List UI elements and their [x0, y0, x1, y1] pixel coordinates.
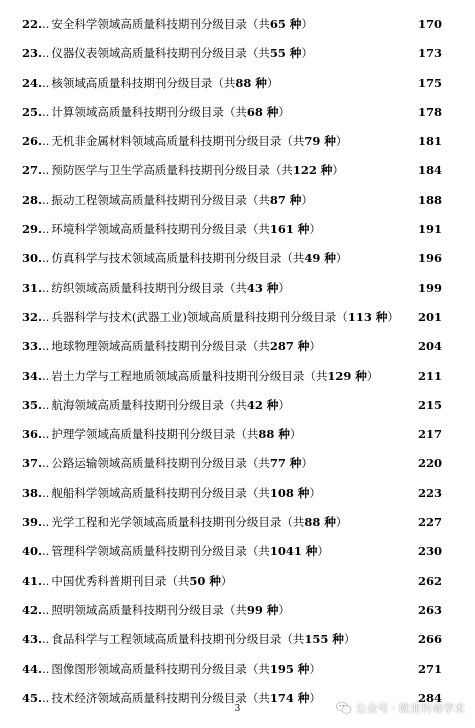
toc-entry-title: 无机非金属材料领域高质量科技期刊分级目录（共 — [51, 134, 305, 149]
toc-entry-leader: .. — [42, 309, 50, 324]
toc-entry-title: 技术经济领域高质量科技期刊分级目录（共 — [51, 690, 270, 705]
toc-dot-leader — [323, 669, 416, 670]
page-number: 3 — [234, 704, 241, 714]
watermark — [336, 700, 466, 716]
toc-entry-page: 191 — [417, 222, 442, 237]
toc-entry-title: 光学工程和光学领域高质量科技期刊分级目录（共 — [51, 515, 305, 530]
toc-entry[interactable] — [22, 39, 442, 68]
toc-entry-count: 79 种 — [304, 134, 336, 149]
toc-entry-title: 中国优秀科普期刊目录（共 — [51, 573, 190, 588]
toc-entry-page: 204 — [417, 339, 442, 354]
toc-entry-number: 44. — [22, 661, 43, 676]
toc-entry-leader: .. — [42, 46, 50, 61]
toc-entry-number: 31. — [22, 280, 43, 295]
toc-entry-leader: .. — [42, 661, 50, 676]
toc-entry-count: 55 种 — [269, 46, 302, 61]
toc-entry-number: 40. — [22, 544, 43, 559]
toc-entry-count: 50 种 — [189, 573, 221, 588]
toc-dot-leader — [349, 141, 416, 142]
toc-entry-number: 34. — [22, 368, 43, 383]
toc-entry-leader: .. — [42, 192, 50, 207]
toc-entry-leader: .. — [42, 280, 50, 295]
toc-entry-title: 岩土力学与工程地质领域高质量科技期刊分级目录（共 — [51, 368, 328, 383]
toc-entry[interactable] — [22, 420, 442, 449]
toc-dot-leader — [349, 259, 416, 260]
toc-entry-leader: .. — [42, 515, 50, 530]
toc-entry[interactable] — [22, 186, 442, 215]
toc-entry[interactable] — [22, 449, 442, 478]
toc-entry[interactable] — [22, 655, 442, 684]
toc-dot-leader — [315, 24, 416, 25]
toc-entry[interactable] — [22, 215, 442, 244]
toc-entry-count: 88 种 — [235, 75, 267, 90]
toc-dot-leader — [323, 229, 416, 230]
toc-entry[interactable] — [22, 127, 442, 156]
toc-entry-leader: .. — [42, 251, 50, 266]
toc-entry-number: 39. — [22, 515, 43, 530]
toc-entry-count: 88 种 — [304, 515, 336, 530]
toc-entry-count: 88 种 — [258, 427, 290, 442]
toc-entry-count: 87 种 — [269, 192, 302, 207]
toc-dot-leader — [401, 317, 416, 318]
toc-dot-leader — [315, 464, 416, 465]
toc-dot-leader — [292, 112, 416, 113]
toc-entry-page: 230 — [417, 544, 442, 559]
toc-entry[interactable] — [22, 244, 442, 273]
toc-entry-number: 29. — [22, 222, 43, 237]
toc-entry-leader: .. — [42, 368, 50, 383]
toc-entry-number: 36. — [22, 427, 43, 442]
toc-entry-page: 211 — [417, 368, 442, 383]
toc-entry-close: ） — [335, 251, 348, 266]
toc-entry-close: ） — [309, 661, 321, 676]
toc-entry-number: 25. — [22, 104, 43, 119]
toc-entry-leader: .. — [42, 456, 50, 471]
toc-entry-title: 护理学领域高质量科技期刊分级目录（共 — [51, 427, 259, 442]
table-of-contents — [22, 10, 442, 713]
toc-entry-page: 175 — [417, 75, 442, 90]
toc-entry-number: 28. — [22, 192, 43, 207]
toc-entry-close: ） — [309, 485, 321, 500]
wechat-icon — [336, 701, 352, 715]
toc-entry-title: 航海领域高质量科技期刊分级目录（共 — [51, 397, 247, 412]
toc-entry-count: 287 种 — [269, 339, 310, 354]
toc-entry-leader: .. — [42, 573, 50, 588]
toc-entry-close: ） — [301, 46, 313, 61]
toc-entry-number: 24. — [22, 75, 43, 90]
toc-entry-count: 113 种 — [347, 309, 388, 324]
toc-entry-count: 65 种 — [269, 17, 302, 31]
toc-entry-close: ） — [278, 104, 290, 119]
toc-entry-count: 161 种 — [269, 222, 310, 237]
toc-entry-title: 兵器科学与技术(武器工业)领域高质量科技期刊分级目录（ — [51, 309, 348, 324]
toc-entry-close: ） — [289, 427, 302, 442]
toc-entry-close: ） — [309, 339, 321, 354]
toc-entry-close: ） — [387, 309, 399, 324]
toc-entry-leader: .. — [42, 75, 50, 90]
toc-entry-close: ） — [343, 632, 356, 647]
toc-entry-close: ） — [366, 368, 379, 383]
toc-entry-close: ） — [278, 397, 290, 412]
watermark-text: 公众号 · 欧亚科睿学术 — [355, 702, 465, 715]
toc-entry-page: 284 — [417, 690, 442, 705]
toc-entry-count: 68 种 — [246, 104, 279, 119]
toc-entry[interactable] — [22, 156, 442, 185]
toc-entry-number: 22. — [22, 17, 43, 31]
toc-entry-title: 公路运输领域高质量科技期刊分级目录（共 — [51, 456, 270, 471]
toc-entry-number: 43. — [22, 632, 43, 647]
toc-entry-close: ） — [309, 690, 321, 705]
toc-dot-leader — [380, 376, 416, 377]
toc-dot-leader — [331, 551, 416, 552]
toc-entry-close: ） — [301, 192, 313, 207]
toc-entry[interactable] — [22, 98, 442, 127]
toc-entry-title: 管理科学领域高质量科技期刊分级目录（共 — [51, 544, 270, 559]
toc-entry-title: 图像图形领域高质量科技期刊分级目录（共 — [51, 661, 270, 676]
toc-entry-close: ） — [278, 602, 290, 617]
toc-dot-leader — [303, 434, 416, 435]
toc-entry-number: 38. — [22, 485, 43, 500]
toc-entry-title: 照明领域高质量科技期刊分级目录（共 — [51, 602, 247, 617]
toc-dot-leader — [280, 83, 416, 84]
toc-entry[interactable] — [22, 479, 442, 508]
toc-entry-count: 1041 种 — [269, 544, 318, 559]
toc-entry[interactable] — [22, 362, 442, 391]
toc-entry-leader: .. — [42, 690, 50, 705]
toc-entry-page: 201 — [417, 309, 442, 324]
toc-entry-count: 174 种 — [269, 690, 310, 705]
toc-entry-page: 170 — [417, 17, 442, 31]
toc-entry-page: 227 — [417, 515, 442, 530]
toc-dot-leader — [323, 698, 416, 699]
toc-entry-leader: .. — [42, 222, 50, 237]
toc-entry-number: 27. — [22, 163, 43, 178]
toc-entry[interactable] — [22, 69, 442, 98]
toc-entry-count: 129 种 — [327, 368, 367, 383]
toc-entry[interactable] — [22, 567, 442, 596]
toc-entry-title: 纺织领域高质量科技期刊分级目录（共 — [51, 280, 247, 295]
toc-entry-title: 预防医学与卫生学高质量科技期刊分级目录（共 — [51, 163, 293, 178]
toc-entry-page: 188 — [417, 192, 442, 207]
toc-entry-page: 215 — [417, 397, 442, 412]
toc-entry-leader: .. — [42, 339, 50, 354]
toc-entry-count: 49 种 — [304, 251, 336, 266]
toc-entry-number: 41. — [22, 573, 43, 588]
toc-entry-page: 262 — [417, 573, 442, 588]
toc-entry[interactable] — [22, 332, 442, 361]
toc-entry-title: 仿真科学与技术领域高质量科技期刊分级目录（共 — [51, 251, 305, 266]
toc-entry-close: ） — [301, 17, 313, 31]
toc-entry-leader: .. — [42, 163, 50, 178]
toc-entry-title: 安全科学领域高质量科技期刊分级目录（共 — [51, 17, 270, 31]
toc-entry-number: 42. — [22, 602, 43, 617]
toc-entry-count: 43 种 — [246, 280, 279, 295]
toc-entry-page: 199 — [417, 280, 442, 295]
toc-entry-page: 178 — [417, 104, 442, 119]
toc-entry-page: 263 — [417, 602, 442, 617]
toc-dot-leader — [315, 200, 416, 201]
toc-entry-leader: .. — [42, 397, 50, 412]
toc-entry-count: 122 种 — [292, 163, 333, 178]
toc-entry-count: 42 种 — [246, 397, 279, 412]
toc-entry-count: 108 种 — [269, 485, 310, 500]
toc-entry-close: ） — [332, 163, 344, 178]
toc-entry-title: 舰船科学领域高质量科技期刊分级目录（共 — [51, 485, 270, 500]
toc-entry[interactable] — [22, 596, 442, 625]
toc-entry-count: 77 种 — [269, 456, 302, 471]
toc-entry-page: 184 — [417, 163, 442, 178]
toc-entry-close: ） — [309, 222, 321, 237]
toc-entry-title: 环境科学领域高质量科技期刊分级目录（共 — [51, 222, 270, 237]
toc-entry-close: ） — [335, 515, 348, 530]
toc-entry-title: 核领域高质量科技期刊分级目录（共 — [51, 75, 236, 90]
toc-dot-leader — [357, 639, 416, 640]
toc-entry[interactable] — [22, 274, 442, 303]
toc-entry-leader: .. — [42, 134, 50, 149]
toc-entry-close: ） — [266, 75, 279, 90]
toc-dot-leader — [323, 346, 416, 347]
toc-entry-title: 地球物理领域高质量科技期刊分级目录（共 — [51, 339, 270, 354]
toc-entry-close: ） — [317, 544, 329, 559]
toc-entry[interactable] — [22, 10, 442, 39]
toc-entry[interactable] — [22, 537, 442, 566]
toc-entry-page: 266 — [417, 632, 442, 647]
toc-entry-leader: .. — [42, 104, 50, 119]
toc-entry-close: ） — [278, 280, 290, 295]
toc-entry-title: 食品科学与工程领域高质量科技期刊分级目录（共 — [51, 632, 305, 647]
toc-entry[interactable] — [22, 391, 442, 420]
toc-entry-page: 271 — [417, 661, 442, 676]
toc-dot-leader — [292, 288, 416, 289]
toc-dot-leader — [346, 171, 416, 172]
toc-entry-title: 仪器仪表领域高质量科技期刊分级目录（共 — [51, 46, 270, 61]
toc-entry-count: 155 种 — [304, 632, 344, 647]
toc-entry-close: ） — [220, 573, 233, 588]
toc-entry-leader: .. — [42, 632, 50, 647]
toc-entry[interactable] — [22, 625, 442, 654]
toc-dot-leader — [234, 581, 416, 582]
toc-entry-number: 32. — [22, 309, 43, 324]
toc-entry-number: 37. — [22, 456, 43, 471]
toc-entry-leader: .. — [42, 544, 50, 559]
toc-entry-page: 223 — [417, 485, 442, 500]
toc-entry-page: 196 — [417, 251, 442, 266]
toc-entry-title: 振动工程领域高质量科技期刊分级目录（共 — [51, 192, 270, 207]
toc-entry-number: 30. — [22, 251, 43, 266]
toc-entry-close: ） — [335, 134, 348, 149]
toc-entry-page: 173 — [417, 46, 442, 61]
toc-entry-count: 99 种 — [246, 602, 279, 617]
toc-entry-page: 217 — [417, 427, 442, 442]
toc-dot-leader — [349, 522, 416, 523]
toc-entry-page: 220 — [417, 456, 442, 471]
toc-entry-number: 33. — [22, 339, 43, 354]
toc-entry-number: 26. — [22, 134, 43, 149]
toc-entry-page: 181 — [417, 134, 442, 149]
toc-entry-leader: .. — [42, 17, 50, 31]
toc-entry[interactable] — [22, 303, 442, 332]
toc-entry-leader: .. — [42, 485, 50, 500]
toc-entry-close: ） — [301, 456, 313, 471]
toc-entry-number: 23. — [22, 46, 43, 61]
toc-entry-number: 45. — [22, 690, 43, 705]
toc-dot-leader — [292, 405, 416, 406]
toc-dot-leader — [315, 53, 416, 54]
toc-entry-title: 计算领域高质量科技期刊分级目录（共 — [51, 104, 247, 119]
toc-entry-count: 195 种 — [269, 661, 310, 676]
toc-entry-number: 35. — [22, 397, 43, 412]
toc-dot-leader — [292, 610, 416, 611]
toc-entry-leader: .. — [42, 602, 50, 617]
toc-entry-leader: .. — [42, 427, 50, 442]
toc-dot-leader — [323, 493, 416, 494]
toc-entry[interactable] — [22, 508, 442, 537]
